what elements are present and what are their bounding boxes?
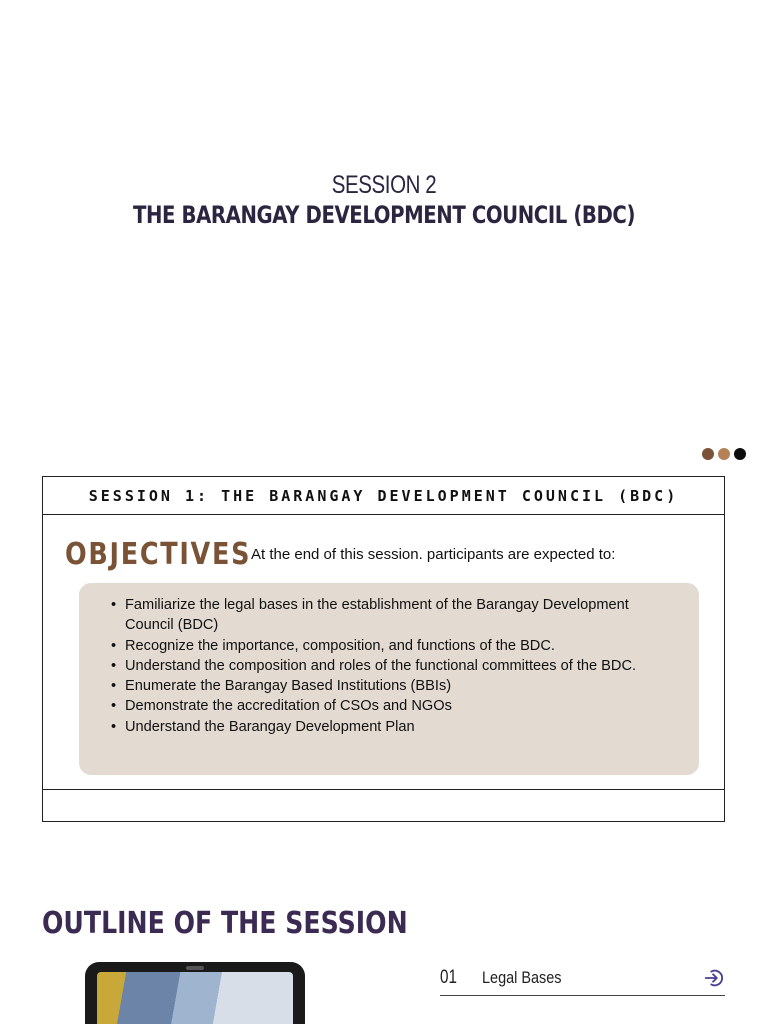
tablet-screen-photo <box>97 972 293 1024</box>
outline-item-legal-bases[interactable] <box>440 966 725 996</box>
outline-heading: OUTLINE OF THE SESSION <box>42 906 408 941</box>
objectives-heading: OBJECTIVES <box>65 537 252 572</box>
card-footer-divider <box>43 789 724 790</box>
objective-item: • Understand the Barangay Development Plan <box>111 717 679 737</box>
dot-1 <box>702 448 714 460</box>
tablet-image <box>85 962 305 1024</box>
enter-arrow-icon[interactable] <box>703 967 725 989</box>
session-title-block <box>0 170 768 230</box>
session-label: SESSION 2 <box>331 171 437 199</box>
tablet-camera <box>186 966 204 970</box>
session-title: THE BARANGAY DEVELOPMENT COUNCIL (BDC) <box>132 201 636 229</box>
objectives-card <box>42 476 725 822</box>
objective-item: • Demonstrate the accreditation of CSOs and NGOs <box>111 696 679 716</box>
outline-item-number: 01 <box>440 966 457 988</box>
objective-item: • Recognize the importance, composition, and functions of the BDC. <box>111 636 679 656</box>
outline-list <box>440 966 725 996</box>
card-header <box>43 477 724 515</box>
slide-dots <box>702 448 746 460</box>
objective-item: • Familiarize the legal bases in the establishment of the Barangay Development Council (BDC) <box>111 595 679 636</box>
objective-item: • Enumerate the Barangay Based Institutions (BBIs) <box>111 676 679 696</box>
objectives-intro: At the end of this session. participants are expected to: <box>251 546 616 563</box>
card-header-text: SESSION 1: THE BARANGAY DEVELOPMENT COUNCIL (BDC) <box>88 486 679 505</box>
objectives-box <box>79 583 699 775</box>
objectives-list <box>111 595 679 737</box>
objectives-row <box>65 537 615 572</box>
dot-3 <box>734 448 746 460</box>
dot-2 <box>718 448 730 460</box>
outline-item-label: Legal Bases <box>482 967 562 987</box>
objective-item: • Understand the composition and roles of the functional committees of the BDC. <box>111 656 679 676</box>
